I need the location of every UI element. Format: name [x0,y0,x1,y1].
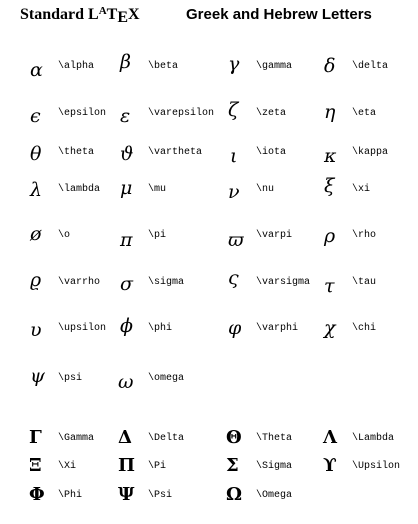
command-delta: \delta [352,61,389,72]
command-varpi: \varpi [256,230,293,241]
command-varphi: \varphi [256,323,299,334]
glyph-sigma: σ [120,273,133,295]
page-title [20,6,140,24]
command-rho: \rho [352,230,377,241]
command-theta: \theta [58,147,95,158]
glyph-xi: ξ [324,175,335,197]
glyph-Gamma: Γ [29,427,42,448]
command-upsilon: \upsilon [58,323,107,334]
glyph-tau: τ [324,275,335,297]
command-Xi: \Xi [58,461,77,472]
glyph-Lambda: Λ [323,427,337,448]
command-vartheta: \vartheta [148,147,203,158]
title-prefix: Standard L [20,6,99,23]
glyph-delta: δ [324,55,336,77]
glyph-Delta: Δ [118,427,132,448]
command-Theta: \Theta [256,433,293,444]
command-o: \o [58,230,71,241]
command-omega: \omega [148,373,185,384]
glyph-lambda: λ [30,179,43,201]
command-psi: \psi [58,373,83,384]
glyph-Theta: Θ [226,427,242,448]
command-gamma: \gamma [256,61,293,72]
glyph-Xi: Ξ [29,455,42,476]
glyph-Upsilon: ϒ [323,455,337,476]
command-Gamma: \Gamma [58,433,95,444]
command-pi: \pi [148,230,167,241]
glyph-upsilon: υ [30,319,42,341]
glyph-epsilon: ϵ [30,105,41,127]
command-Delta: \Delta [148,433,185,444]
command-phi: \phi [148,323,173,334]
glyph-varrho: ϱ [30,269,42,291]
glyph-mu: μ [120,177,133,199]
glyph-iota: ι [230,145,238,167]
command-eta: \eta [352,108,377,119]
command-Omega: \Omega [256,490,293,501]
command-varrho: \varrho [58,277,101,288]
glyph-varphi: φ [228,317,242,339]
latex-logo-a: A [98,5,107,17]
command-lambda: \lambda [58,184,101,195]
latex-logo-t: T [106,6,118,23]
command-Phi: \Phi [58,490,83,501]
glyph-theta: θ [30,143,42,165]
command-sigma: \sigma [148,277,185,288]
glyph-varsigma: ς [228,267,239,289]
command-Lambda: \Lambda [352,433,395,444]
glyph-gamma: γ [228,53,240,75]
command-Upsilon: \Upsilon [352,461,401,472]
command-alpha: \alpha [58,61,95,72]
glyph-psi: ψ [30,365,45,387]
command-nu: \nu [256,184,275,195]
command-iota: \iota [256,147,287,158]
command-Sigma: \Sigma [256,461,293,472]
glyph-Psi: Ψ [118,484,135,505]
glyph-eta: η [324,101,336,123]
glyph-nu: ν [228,181,240,203]
glyph-phi: ϕ [120,315,133,337]
command-Pi: \Pi [148,461,167,472]
glyph-o-slash: ø [30,223,42,245]
latex-logo-e: E [117,9,128,26]
glyph-rho: ρ [324,225,336,247]
glyph-kappa: κ [324,145,337,167]
command-tau: \tau [352,277,377,288]
glyph-pi: π [120,229,133,251]
glyph-varpi: ϖ [228,229,244,251]
command-Psi: \Psi [148,490,173,501]
glyph-chi: χ [324,317,336,339]
command-xi: \xi [352,184,371,195]
glyph-beta: β [120,51,131,73]
command-varsigma: \varsigma [256,277,311,288]
section-title: Greek and Hebrew Letters [186,6,372,23]
command-epsilon: \epsilon [58,108,107,119]
glyph-omega: ω [118,371,134,393]
glyph-Pi: Π [118,455,135,476]
command-varepsilon: \varepsilon [148,108,215,119]
latex-logo-x: X [128,6,140,23]
command-zeta: \zeta [256,108,287,119]
glyph-alpha: α [30,59,43,81]
command-kappa: \kappa [352,147,389,158]
glyph-Omega: Ω [226,484,243,505]
command-chi: \chi [352,323,377,334]
glyph-Sigma: Σ [226,455,239,476]
glyph-vartheta: ϑ [120,143,134,165]
command-beta: \beta [148,61,179,72]
glyph-Phi: Φ [29,484,45,505]
command-mu: \mu [148,184,167,195]
glyph-varepsilon: ε [120,105,131,127]
glyph-zeta: ζ [228,99,239,121]
